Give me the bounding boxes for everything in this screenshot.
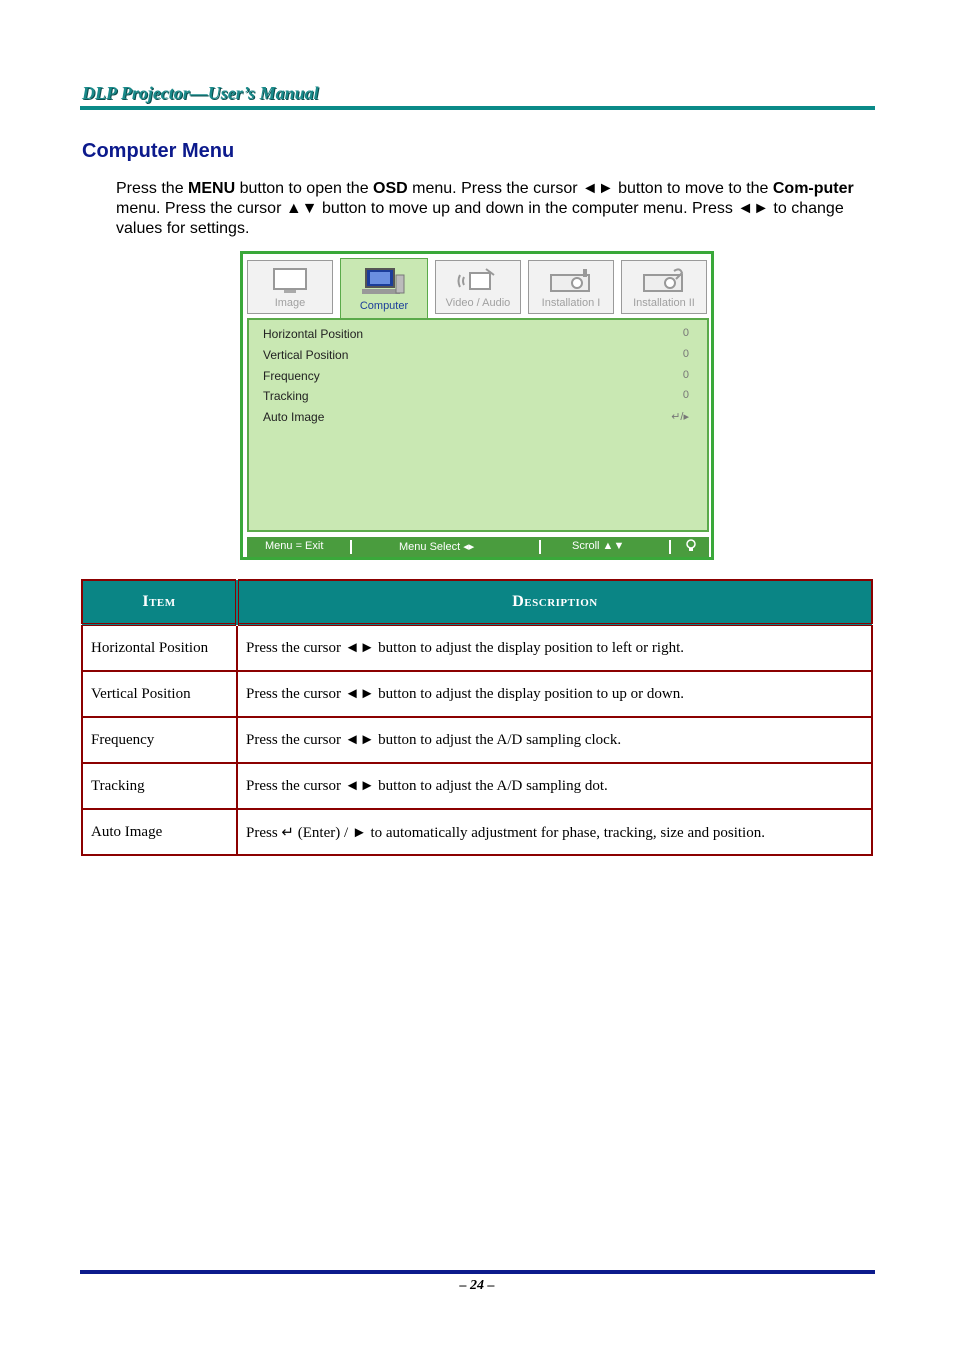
osd-row-value: 0 xyxy=(682,389,689,401)
osd-footer-exit: Menu = Exit xyxy=(265,540,324,552)
osd-footer-select: Menu Select ◂▸ xyxy=(399,541,475,553)
video-audio-icon xyxy=(456,267,500,298)
table-row xyxy=(82,625,872,672)
osd-tab-bar xyxy=(247,258,709,320)
header-rule xyxy=(80,106,875,110)
intro-paragraph: Press the MENU button to open the OSD menu. Press the cursor ◄► button to move to the Com-puter menu. Press the cursor ▲▼ button to move up and down in the computer menu. Press ◄► to change values for settings. xyxy=(116,180,854,237)
osd-tab-label: Installation I xyxy=(541,297,601,309)
table-header-row xyxy=(82,580,872,625)
osd-tab-label: Image xyxy=(274,297,306,309)
osd-row-vertical-position[interactable] xyxy=(263,345,689,365)
osd-row-auto-image[interactable] xyxy=(263,407,689,427)
computer-icon xyxy=(362,265,406,300)
section-title: Computer Menu xyxy=(82,140,235,162)
osd-tab-label: Computer xyxy=(359,300,409,312)
table-cell-item: Frequency xyxy=(82,717,237,763)
osd-row-label: Auto Image xyxy=(263,410,325,424)
osd-tab-installation-1[interactable] xyxy=(528,260,614,314)
osd-row-label: Vertical Position xyxy=(263,348,349,362)
monitor-icon xyxy=(272,267,308,298)
table-cell-description: Press the cursor ◄► button to adjust the A/D sampling clock. xyxy=(237,717,872,763)
projector-settings-icon xyxy=(640,267,688,298)
osd-menu-panel xyxy=(247,318,709,532)
osd-row-value: ↵/▸ xyxy=(671,411,689,423)
page-number: – 24 – xyxy=(459,1278,495,1293)
osd-footer-scroll: Scroll ▲▼ xyxy=(572,540,625,552)
osd-row-label: Tracking xyxy=(263,389,309,403)
projector-icon xyxy=(547,267,595,298)
osd-tab-installation-2[interactable] xyxy=(621,260,707,314)
footer-rule xyxy=(80,1270,875,1274)
osd-row-frequency[interactable] xyxy=(263,366,689,386)
osd-row-tracking[interactable] xyxy=(263,386,689,406)
osd-tab-image[interactable] xyxy=(247,260,333,314)
table-cell-item: Horizontal Position xyxy=(82,625,237,672)
osd-row-value: 0 xyxy=(682,327,689,339)
table-cell-item: Vertical Position xyxy=(82,671,237,717)
osd-row-label: Horizontal Position xyxy=(263,327,364,341)
table-cell-description: Press ↵ (Enter) / ► to automatically adjustment for phase, tracking, size and position. xyxy=(237,809,872,855)
osd-footer-separator xyxy=(669,540,671,554)
osd-footer-separator xyxy=(539,540,541,554)
osd-tab-video-audio[interactable] xyxy=(435,260,521,314)
osd-footer-bar xyxy=(247,537,709,557)
table-cell-description: Press the cursor ◄► button to adjust the A/D sampling dot. xyxy=(237,763,872,809)
osd-footer-separator xyxy=(350,540,352,554)
table-cell-description: Press the cursor ◄► button to adjust the display position to up or down. xyxy=(237,671,872,717)
osd-menu-screenshot xyxy=(240,251,714,560)
table-header-description: Description xyxy=(237,580,872,625)
osd-row-horizontal-position[interactable] xyxy=(263,324,689,344)
osd-tab-computer[interactable] xyxy=(340,258,428,320)
osd-row-label: Frequency xyxy=(263,369,320,383)
osd-tab-label: Installation II xyxy=(633,297,695,309)
table-header-item: Item xyxy=(82,580,237,625)
bulb-icon xyxy=(685,539,697,556)
table-cell-description: Press the cursor ◄► button to adjust the display position to left or right. xyxy=(237,625,872,672)
item-description-table xyxy=(81,579,873,856)
osd-row-value: 0 xyxy=(682,348,689,360)
osd-row-value: 0 xyxy=(682,369,689,381)
table-row xyxy=(82,671,872,717)
table-row xyxy=(82,809,872,855)
table-cell-item: Tracking xyxy=(82,763,237,809)
osd-tab-label: Video / Audio xyxy=(445,297,511,309)
table-row xyxy=(82,763,872,809)
running-header: DLP Projector—User’s Manual xyxy=(82,83,319,103)
table-row xyxy=(82,717,872,763)
table-cell-item: Auto Image xyxy=(82,809,237,855)
